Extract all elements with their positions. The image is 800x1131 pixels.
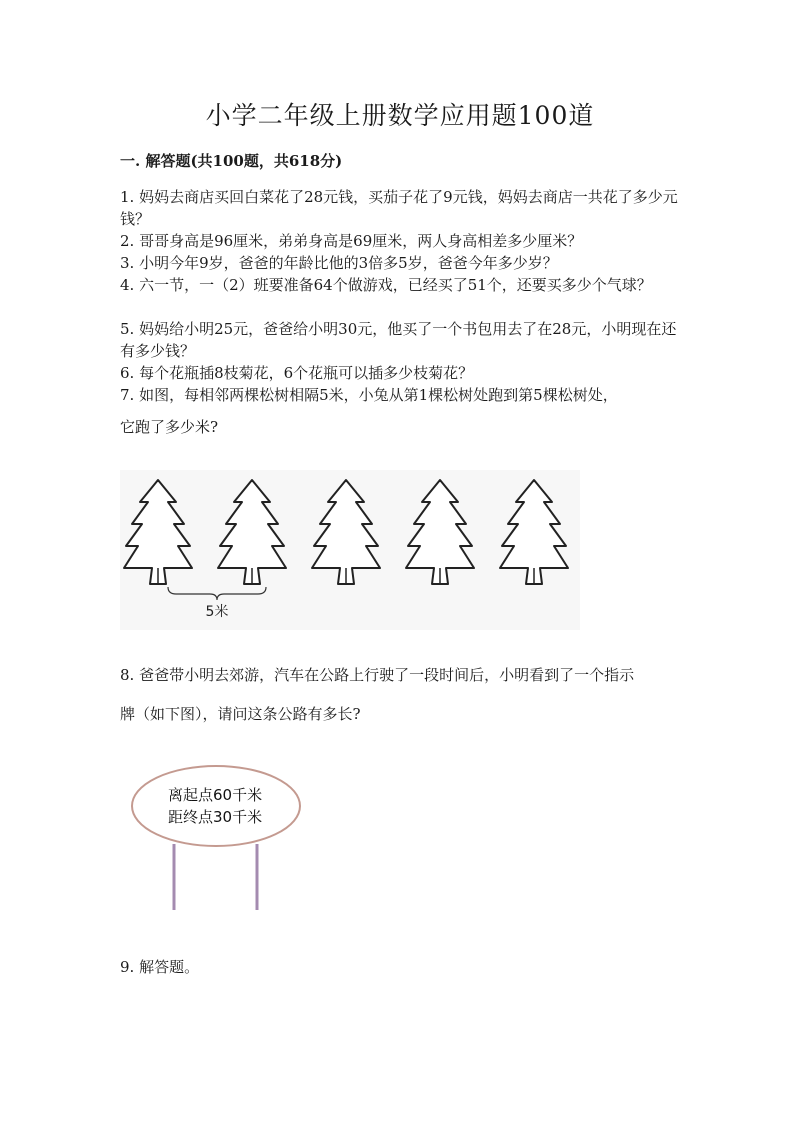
pine-tree-icon — [124, 480, 192, 584]
road-sign-figure — [120, 760, 320, 920]
question-7-line-2: 它跑了多少米? — [120, 418, 219, 436]
tree-figure — [120, 470, 580, 630]
question-8-line-2: 牌（如下图），请问这条公路有多长? — [120, 705, 361, 723]
question-1: 1. 妈妈去商店买回白菜花了28元钱，买茄子花了9元钱，妈妈去商店一共花了多少元钱？ — [120, 188, 678, 228]
pine-tree-icon — [218, 480, 286, 584]
section-heading: 一. 解答题(共100题，共618分) — [120, 152, 343, 170]
page-title: 小学二年级上册数学应用题100道 — [205, 101, 595, 130]
question-7-line-1: 7. 如图，每相邻两棵松树相隔5米，小兔从第1棵松树处跑到第5棵松树处， — [120, 386, 618, 404]
pine-tree-icon — [312, 480, 380, 584]
tree-figure-svg — [120, 470, 580, 630]
question-3: 3. 小明今年9岁，爸爸的年龄比他的3倍多5岁，爸爸今年多少岁？ — [120, 254, 558, 272]
question-6: 6. 每个花瓶插8枝菊花，6个花瓶可以插多少枝菊花？ — [120, 364, 474, 382]
question-5: 5. 妈妈给小明25元，爸爸给小明30元，他买了一个书包用去了在28元，小明现在还有多少钱？ — [120, 320, 677, 360]
question-9: 9. 解答题。 — [120, 958, 200, 976]
distance-brace — [168, 587, 266, 600]
sign-text-line-1: 离起点60千米 — [168, 786, 263, 804]
sign-text-line-2: 距终点30千米 — [168, 808, 263, 826]
question-2: 2. 哥哥身高是96厘米，弟弟身高是69厘米，两人身高相差多少厘米？ — [120, 232, 583, 250]
question-4: 4. 六一节，一（2）班要准备64个做游戏，已经买了51个，还要买多少个气球？ — [120, 276, 652, 294]
question-8-line-1: 8. 爸爸带小明去郊游，汽车在公路上行驶了一段时间后，小明看到了一个指示 — [120, 666, 635, 684]
pine-tree-icon — [406, 480, 474, 584]
pine-tree-icon — [500, 480, 568, 584]
distance-label: 5米 — [205, 604, 229, 620]
